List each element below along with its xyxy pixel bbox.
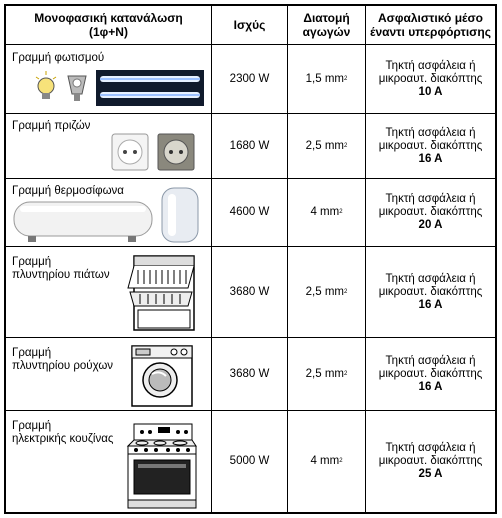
- row-label-text: πλυντηρίου ρούχων: [12, 360, 114, 372]
- row-label-text: Γραμμή: [12, 256, 52, 268]
- power-cell: 5000 W: [229, 455, 270, 467]
- protection-cell: [366, 338, 495, 410]
- section-exponent: 2: [339, 209, 343, 215]
- row-label-text: Γραμμή πριζών: [12, 120, 91, 132]
- electric-stove-icon: [124, 422, 198, 510]
- header-protection-line1: Ασφαλιστικό μέσο: [378, 11, 483, 25]
- consumption-table: [4, 4, 497, 514]
- protection-line1: Τηκτή ασφάλεια ή: [385, 272, 476, 285]
- header-section-line1: Διατομή: [303, 11, 350, 25]
- protection-line1: Τηκτή ασφάλεια ή: [385, 126, 476, 139]
- section-exponent: 2: [344, 142, 348, 149]
- protection-line1: Τηκτή ασφάλεια ή: [385, 442, 476, 454]
- row-label-text: Γραμμή φωτισμού: [12, 52, 105, 64]
- section-exponent: 2: [344, 75, 348, 82]
- water-heater-icon: [10, 186, 206, 244]
- row-label-text: ηλεκτρικής κουζίνας: [12, 433, 114, 445]
- protection-line1: Τηκτή ασφάλεια ή: [385, 59, 476, 72]
- row-label-text: Γραμμή: [12, 420, 52, 432]
- fuse-rating: 10 A: [418, 85, 443, 98]
- section-value: 2,5 mm: [305, 139, 344, 152]
- row-label-electric-stove: [12, 420, 113, 446]
- section-cell: [288, 338, 365, 410]
- section-cell: [288, 114, 365, 178]
- section-cell: [288, 247, 365, 337]
- section-value: 2,5 mm: [305, 285, 344, 298]
- washing-machine-icon: [126, 344, 198, 408]
- section-cell: [288, 45, 365, 113]
- header-protection-line2: έναντι υπερφόρτισης: [370, 25, 491, 39]
- section-exponent: 2: [344, 288, 348, 295]
- protection-cell: [366, 114, 495, 178]
- header-consumption-sub: (1φ+Ν): [89, 25, 128, 39]
- section-value: 1,5 mm: [305, 72, 344, 85]
- row-label-washing-machine: [12, 347, 113, 373]
- protection-cell: [366, 179, 495, 246]
- protection-line1: Τηκτή ασφάλεια ή: [385, 193, 476, 205]
- protection-line2: μικροαυτ. διακόπτης: [378, 72, 483, 85]
- header-power-title: Ισχύς: [233, 18, 266, 32]
- protection-line2: μικροαυτ. διακόπτης: [378, 139, 483, 152]
- power-cell: 2300 W: [229, 72, 270, 85]
- row-label-dishwasher: [12, 256, 110, 282]
- section-value: 2,5 mm: [305, 367, 344, 380]
- section-exponent: 2: [344, 370, 348, 377]
- power-cell: 3680 W: [229, 367, 270, 380]
- header-section: [288, 6, 365, 44]
- row-label-text: Γραμμή: [12, 347, 52, 359]
- fuse-rating: 16 A: [418, 380, 443, 393]
- header-power: [212, 6, 287, 44]
- protection-line1: Τηκτή ασφάλεια ή: [385, 354, 476, 367]
- section-cell: [288, 411, 365, 512]
- header-consumption-title: Μονοφασική κατανάλωση: [34, 11, 183, 25]
- protection-line2: μικροαυτ. διακόπτης: [378, 455, 483, 467]
- row-label-lighting: [12, 52, 104, 65]
- row-label-text: πλυντηρίου πιάτων: [12, 269, 110, 281]
- power-cell: 1680 W: [229, 139, 270, 152]
- header-section-line2: αγωγών: [302, 25, 351, 39]
- section-value: 4 mm: [310, 455, 340, 467]
- header-consumption: [6, 6, 211, 44]
- section-value: 4 mm: [310, 206, 340, 218]
- protection-cell: [366, 247, 495, 337]
- protection-cell: [366, 411, 495, 512]
- protection-line2: μικροαυτ. διακόπτης: [378, 285, 483, 298]
- protection-line2: μικροαυτ. διακόπτης: [378, 206, 483, 218]
- protection-line2: μικροαυτ. διακόπτης: [378, 367, 483, 380]
- power-cell: 4600 W: [229, 206, 270, 218]
- fuse-rating: 25 A: [418, 468, 443, 480]
- section-exponent: 2: [339, 458, 343, 464]
- fuse-rating: 16 A: [418, 152, 443, 165]
- row-label-text: Γραμμή θερμοσίφωνα: [12, 185, 124, 197]
- power-cell: 3680 W: [229, 285, 270, 298]
- protection-cell: [366, 45, 495, 113]
- lighting-icon: [34, 68, 206, 108]
- fuse-rating: 20 A: [418, 219, 443, 231]
- dishwasher-icon: [126, 254, 198, 332]
- row-label-sockets: [12, 120, 90, 133]
- header-protection: [366, 6, 495, 44]
- section-cell: [288, 179, 365, 246]
- socket-icon: [110, 132, 206, 172]
- fuse-rating: 16 A: [418, 298, 443, 311]
